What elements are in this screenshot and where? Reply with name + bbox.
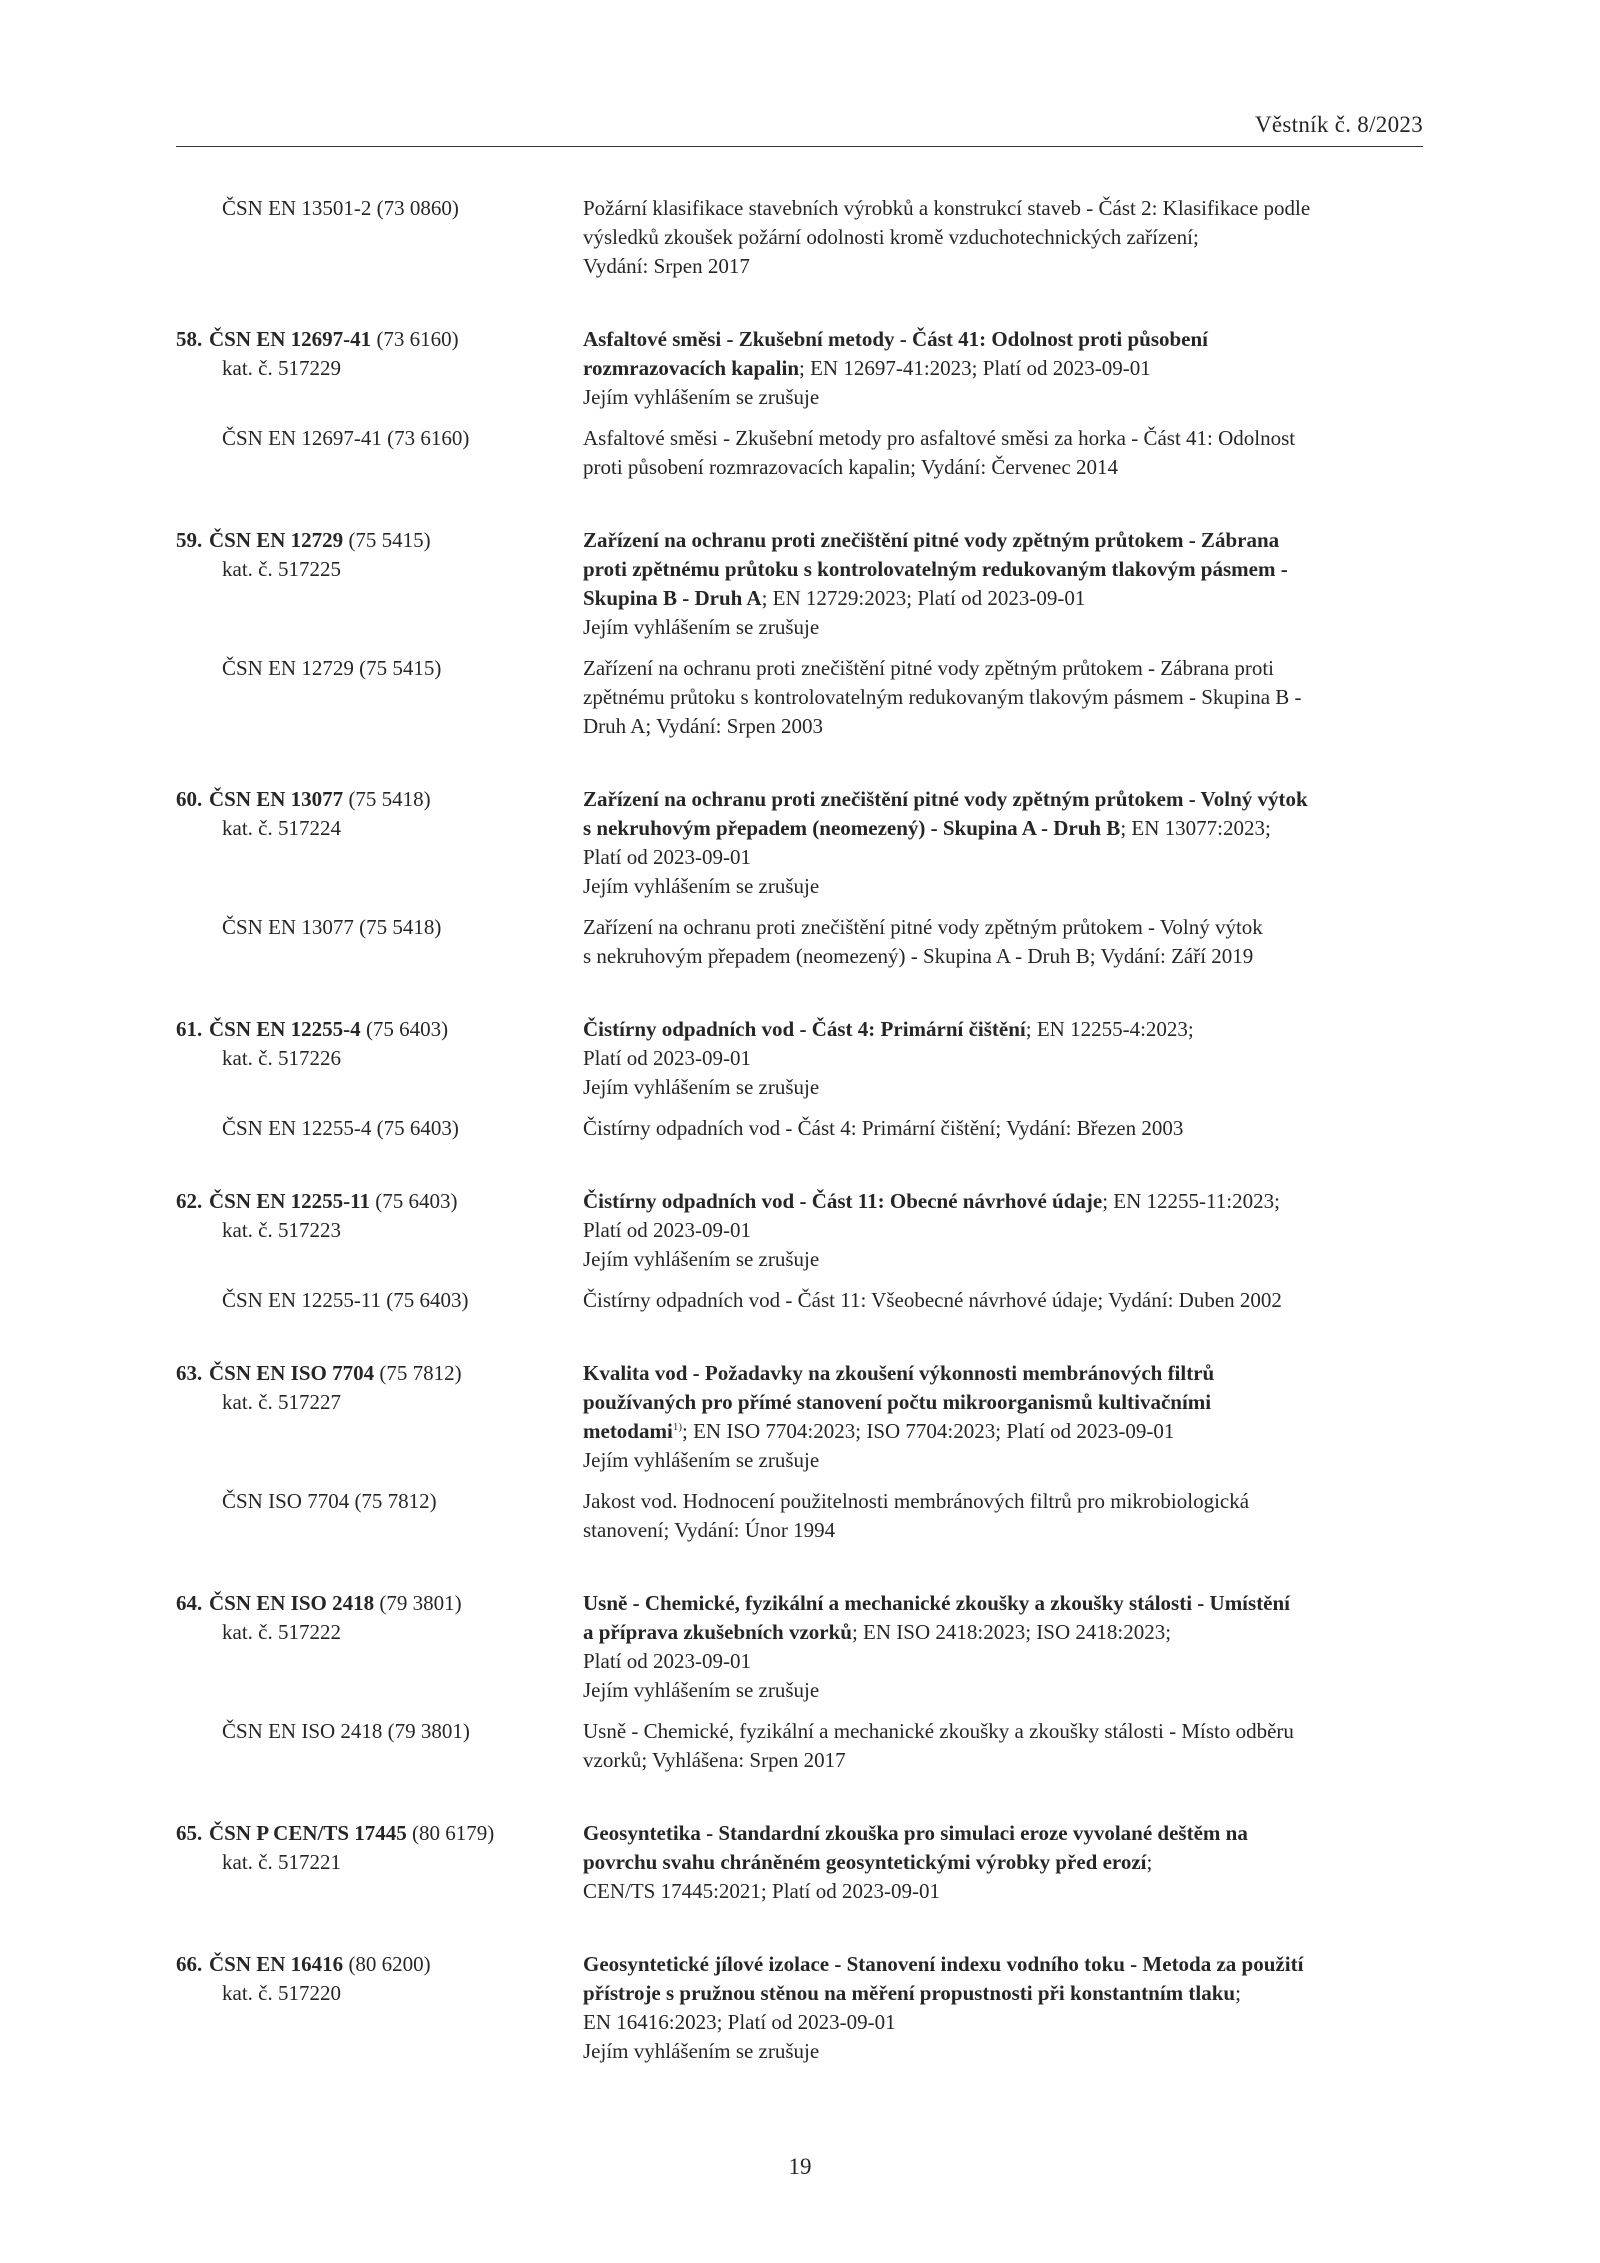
designation-line — [176, 526, 566, 555]
title-line — [583, 526, 1423, 555]
standard-title: Skupina B - Druh A — [583, 586, 762, 610]
standard-designation — [176, 1950, 566, 2008]
standard-entry — [176, 1359, 1423, 1545]
title-line — [583, 584, 1423, 613]
entry-number: 59. — [176, 528, 203, 552]
new-standard-row — [176, 1015, 1423, 1102]
title-line — [583, 814, 1423, 843]
title-line — [583, 1819, 1423, 1848]
standards-list — [176, 194, 1423, 2066]
designation-line — [176, 1015, 566, 1044]
description-line: Požární klasifikace stavebních výrobků a konstrukcí staveb - Část 2: Klasifikace podle — [583, 196, 1311, 220]
standard-details: ; EN 12729:2023; Platí od 2023-09-01 — [761, 586, 1086, 610]
standard-title: povrchu svahu chráněném geosyntetickými výrobky před erozí — [583, 1850, 1147, 1874]
standard-title: Geosyntetické jílové izolace - Stanovení indexu vodního toku - Metoda za použití — [583, 1952, 1304, 1976]
replacement-note: Jejím vyhlášením se zrušuje — [583, 615, 820, 639]
replaced-standard-description — [583, 654, 1423, 741]
footnote-marker: 1) — [672, 1421, 682, 1433]
title-line — [583, 1848, 1423, 1877]
standard-entry — [176, 1819, 1423, 1906]
validity-line: Platí od 2023-09-01 — [583, 1046, 751, 1070]
standard-designation — [176, 1015, 566, 1073]
catalog-number: kat. č. 517220 — [222, 1981, 341, 2005]
standard-code: ČSN EN 12255-4 — [209, 1017, 361, 1041]
title-line — [583, 1388, 1423, 1417]
standard-details: ; EN ISO 2418:2023; ISO 2418:2023; — [851, 1620, 1172, 1644]
entry-number: 62. — [176, 1189, 203, 1213]
replaced-standard-row — [176, 1487, 1423, 1545]
standard-title: Kvalita vod - Požadavky na zkoušení výkonnosti membránových filtrů — [583, 1361, 1215, 1385]
standard-entry — [176, 1015, 1423, 1143]
description-line: Usně - Chemické, fyzikální a mechanické zkoušky a zkoušky stálosti - Místo odběru — [583, 1719, 1294, 1743]
replaced-standard-row — [176, 1286, 1423, 1315]
designation-line — [176, 1187, 566, 1216]
standard-title: metodami — [583, 1419, 673, 1443]
validity-line: Platí od 2023-09-01 — [583, 1649, 751, 1673]
standard-code: ČSN P CEN/TS 17445 — [209, 1821, 407, 1845]
classification-number: (75 7812) — [379, 1361, 462, 1385]
description-line: Vydání: Srpen 2017 — [583, 254, 750, 278]
standard-title: používaných pro přímé stanovení počtu mikroorganismů kultivačními — [583, 1390, 1212, 1414]
new-standard-row — [176, 1359, 1423, 1475]
standard-description — [583, 785, 1423, 901]
standard-description — [583, 1819, 1423, 1906]
new-standard-row — [176, 1950, 1423, 2066]
validity-line: Platí od 2023-09-01 — [583, 845, 751, 869]
entry-number: 58. — [176, 327, 203, 351]
description-line: Čistírny odpadních vod - Část 11: Všeobecné návrhové údaje; Vydání: Duben 2002 — [583, 1288, 1282, 1312]
standard-details: ; EN ISO 7704:2023; ISO 7704:2023; Platí od 2023-09-01 — [682, 1419, 1175, 1443]
new-standard-row — [176, 785, 1423, 901]
description-line: Druh A; Vydání: Srpen 2003 — [583, 714, 823, 738]
replaced-standard-row — [176, 1717, 1423, 1775]
title-line — [583, 1979, 1423, 2008]
classification-number: (73 6160) — [376, 327, 459, 351]
new-standard-row — [176, 1819, 1423, 1906]
replaced-code-text: ČSN ISO 7704 (75 7812) — [222, 1489, 437, 1513]
catalog-number: kat. č. 517221 — [222, 1850, 341, 1874]
validity-line: Platí od 2023-09-01 — [583, 1218, 751, 1242]
new-standard-row — [176, 1187, 1423, 1274]
replacement-note: Jejím vyhlášením se zrušuje — [583, 2039, 820, 2063]
standard-description — [583, 1187, 1423, 1274]
replaced-standard-description — [583, 1286, 1423, 1315]
page-header — [176, 106, 1423, 147]
standard-code: ČSN EN 12729 — [209, 528, 344, 552]
standard-designation — [176, 1819, 566, 1877]
replaced-standard-row — [176, 1114, 1423, 1143]
standard-designation — [176, 1187, 566, 1245]
new-standard-row — [176, 526, 1423, 642]
replaced-code-text: ČSN EN 12697-41 (73 6160) — [222, 426, 470, 450]
replacement-note: Jejím vyhlášením se zrušuje — [583, 1678, 820, 1702]
catalog-number: kat. č. 517227 — [222, 1390, 341, 1414]
standard-description — [583, 1950, 1423, 2066]
replaced-standard-code — [176, 194, 566, 223]
standard-code: ČSN EN 12255-11 — [209, 1189, 371, 1213]
title-line — [583, 1187, 1423, 1216]
standard-title: Zařízení na ochranu proti znečištění pitné vody zpětným průtokem - Zábrana — [583, 528, 1280, 552]
designation-line — [176, 1589, 566, 1618]
replacement-note: Jejím vyhlášením se zrušuje — [583, 1448, 820, 1472]
replaced-standard-description — [583, 913, 1423, 971]
replacement-note: Jejím vyhlášením se zrušuje — [583, 1247, 820, 1271]
standard-code: ČSN EN 16416 — [209, 1952, 344, 1976]
classification-number: (75 6403) — [375, 1189, 458, 1213]
standard-entry — [176, 526, 1423, 741]
replaced-standard-code — [176, 1286, 566, 1315]
replaced-code-text: ČSN EN 13501-2 (73 0860) — [222, 196, 459, 220]
replacement-note: Jejím vyhlášením se zrušuje — [583, 874, 820, 898]
designation-line — [176, 785, 566, 814]
standard-title: Čistírny odpadních vod - Část 4: Primární čištění — [583, 1017, 1026, 1041]
standard-code: ČSN EN 12697-41 — [209, 327, 372, 351]
description-line: Zařízení na ochranu proti znečištění pitné vody zpětným průtokem - Zábrana proti — [583, 656, 1275, 680]
catalog-number: kat. č. 517223 — [222, 1218, 341, 1242]
standard-designation — [176, 785, 566, 843]
standard-details: ; EN 12255-11:2023; — [1102, 1189, 1280, 1213]
replaced-standard-row — [176, 913, 1423, 971]
replaced-code-text: ČSN EN 12255-4 (75 6403) — [222, 1116, 459, 1140]
replaced-standard-row — [176, 424, 1423, 482]
classification-number: (75 5415) — [348, 528, 431, 552]
classification-number: (80 6200) — [348, 1952, 431, 1976]
description-line: proti působení rozmrazovacích kapalin; Vydání: Červenec 2014 — [583, 455, 1118, 479]
classification-number: (80 6179) — [412, 1821, 495, 1845]
replacement-note: Jejím vyhlášením se zrušuje — [583, 1075, 820, 1099]
standard-details: ; — [1146, 1850, 1153, 1874]
designation-line — [176, 325, 566, 354]
catalog-number: kat. č. 517224 — [222, 816, 341, 840]
standard-designation — [176, 1359, 566, 1417]
replaced-standard-description — [583, 1487, 1423, 1545]
replaced-standard-code — [176, 654, 566, 683]
description-line: Asfaltové směsi - Zkušební metody pro asfaltové směsi za horka - Část 41: Odolnost — [583, 426, 1296, 450]
title-line — [583, 555, 1423, 584]
standard-title: proti zpětnému průtoku s kontrolovatelným redukovaným tlakovým pásmem - — [583, 557, 1288, 581]
replaced-standard-description — [583, 1717, 1423, 1775]
title-line — [583, 1359, 1423, 1388]
standard-description — [583, 1589, 1423, 1705]
standard-title: Usně - Chemické, fyzikální a mechanické zkoušky a zkoušky stálosti - Umístění — [583, 1591, 1291, 1615]
entry-number: 63. — [176, 1361, 203, 1385]
title-line — [583, 1618, 1423, 1647]
standard-title: Zařízení na ochranu proti znečištění pitné vody zpětným průtokem - Volný výtok — [583, 787, 1308, 811]
designation-line — [176, 1359, 566, 1388]
title-line — [583, 354, 1423, 383]
title-line — [583, 1589, 1423, 1618]
replaced-standard-code — [176, 913, 566, 942]
replaced-code-text: ČSN EN 12729 (75 5415) — [222, 656, 442, 680]
description-line: Zařízení na ochranu proti znečištění pitné vody zpětným průtokem - Volný výtok — [583, 915, 1263, 939]
standard-entry — [176, 785, 1423, 971]
standard-title: rozmrazovacích kapalin — [583, 356, 800, 380]
standard-entry — [176, 325, 1423, 482]
standard-details: ; — [1235, 1981, 1241, 2005]
entry-number: 66. — [176, 1952, 203, 1976]
continuation-row — [176, 194, 1423, 281]
replaced-standard-code — [176, 1717, 566, 1746]
title-line — [583, 1015, 1423, 1044]
journal-title: Věstník č. 8/2023 — [1255, 112, 1423, 137]
replaced-code-text: ČSN EN 13077 (75 5418) — [222, 915, 442, 939]
page-number: 19 — [788, 2154, 812, 2179]
description-line: stanovení; Vydání: Únor 1994 — [583, 1518, 836, 1542]
designation-line — [176, 1950, 566, 1979]
entry-number: 61. — [176, 1017, 203, 1041]
catalog-number: kat. č. 517222 — [222, 1620, 341, 1644]
catalog-number: kat. č. 517225 — [222, 557, 341, 581]
standard-description — [583, 1359, 1423, 1475]
classification-number: (75 5418) — [348, 787, 431, 811]
replaced-standard-code — [176, 424, 566, 453]
classification-number: (75 6403) — [365, 1017, 449, 1041]
standard-entry — [176, 1589, 1423, 1775]
new-standard-row — [176, 325, 1423, 412]
standard-code: ČSN EN ISO 7704 — [209, 1361, 375, 1385]
standard-designation — [176, 526, 566, 584]
entry-number: 64. — [176, 1591, 203, 1615]
validity-line: CEN/TS 17445:2021; Platí od 2023-09-01 — [583, 1879, 940, 1903]
description-line: Čistírny odpadních vod - Část 4: Primární čištění; Vydání: Březen 2003 — [583, 1116, 1184, 1140]
entries-container — [176, 325, 1423, 2066]
standard-title: Geosyntetika - Standardní zkouška pro simulaci eroze vyvolané deštěm na — [583, 1821, 1248, 1845]
description-line: vzorků; Vyhlášena: Srpen 2017 — [583, 1748, 846, 1772]
standard-entry — [176, 1187, 1423, 1315]
standard-description — [583, 325, 1423, 412]
standard-entry — [176, 1950, 1423, 2066]
title-line — [583, 325, 1423, 354]
standard-title: s nekruhovým přepadem (neomezený) - Skupina A - Druh B — [583, 816, 1121, 840]
standard-description — [583, 526, 1423, 642]
standard-details: ; EN 12255-4:2023; — [1025, 1017, 1194, 1041]
standard-details: ; EN 13077:2023; — [1120, 816, 1271, 840]
entry-number: 60. — [176, 787, 203, 811]
standard-code: ČSN EN ISO 2418 — [209, 1591, 375, 1615]
description-line: zpětnému průtoku s kontrolovatelným redukovaným tlakovým pásmem - Skupina B - — [583, 685, 1302, 709]
title-line — [583, 1950, 1423, 1979]
standard-description — [583, 1015, 1423, 1102]
replaced-standard-description — [583, 194, 1423, 281]
title-line — [583, 1417, 1423, 1446]
replaced-standard-description — [583, 1114, 1423, 1143]
standard-details: ; EN 12697-41:2023; Platí od 2023-09-01 — [799, 356, 1151, 380]
title-line — [583, 785, 1423, 814]
standard-designation — [176, 325, 566, 383]
replaced-standard-code — [176, 1487, 566, 1516]
designation-line — [176, 1819, 566, 1848]
catalog-number: kat. č. 517229 — [222, 356, 341, 380]
standard-code: ČSN EN 13077 — [209, 787, 344, 811]
validity-line: EN 16416:2023; Platí od 2023-09-01 — [583, 2010, 896, 2034]
description-line: s nekruhovým přepadem (neomezený) - Skupina A - Druh B; Vydání: Září 2019 — [583, 944, 1254, 968]
new-standard-row — [176, 1589, 1423, 1705]
replaced-code-text: ČSN EN ISO 2418 (79 3801) — [222, 1719, 470, 1743]
entry-number: 65. — [176, 1821, 203, 1845]
standard-designation — [176, 1589, 566, 1647]
replaced-standard-description — [583, 424, 1423, 482]
standard-title: Čistírny odpadních vod - Část 11: Obecné návrhové údaje — [583, 1189, 1103, 1213]
replacement-note: Jejím vyhlášením se zrušuje — [583, 385, 820, 409]
description-line: Jakost vod. Hodnocení použitelnosti membránových filtrů pro mikrobiologická — [583, 1489, 1250, 1513]
classification-number: (79 3801) — [379, 1591, 462, 1615]
replaced-standard-code — [176, 1114, 566, 1143]
catalog-number: kat. č. 517226 — [222, 1046, 341, 1070]
standard-title: přístroje s pružnou stěnou na měření propustnosti při konstantním tlaku — [583, 1981, 1236, 2005]
replaced-standard-row — [176, 654, 1423, 741]
replaced-code-text: ČSN EN 12255-11 (75 6403) — [222, 1288, 469, 1312]
standard-title: Asfaltové směsi - Zkušební metody - Část 41: Odolnost proti působení — [583, 327, 1209, 351]
standard-title: a příprava zkušebních vzorků — [583, 1620, 852, 1644]
description-line: výsledků zkoušek požární odolnosti kromě vzduchotechnických zařízení; — [583, 225, 1199, 249]
